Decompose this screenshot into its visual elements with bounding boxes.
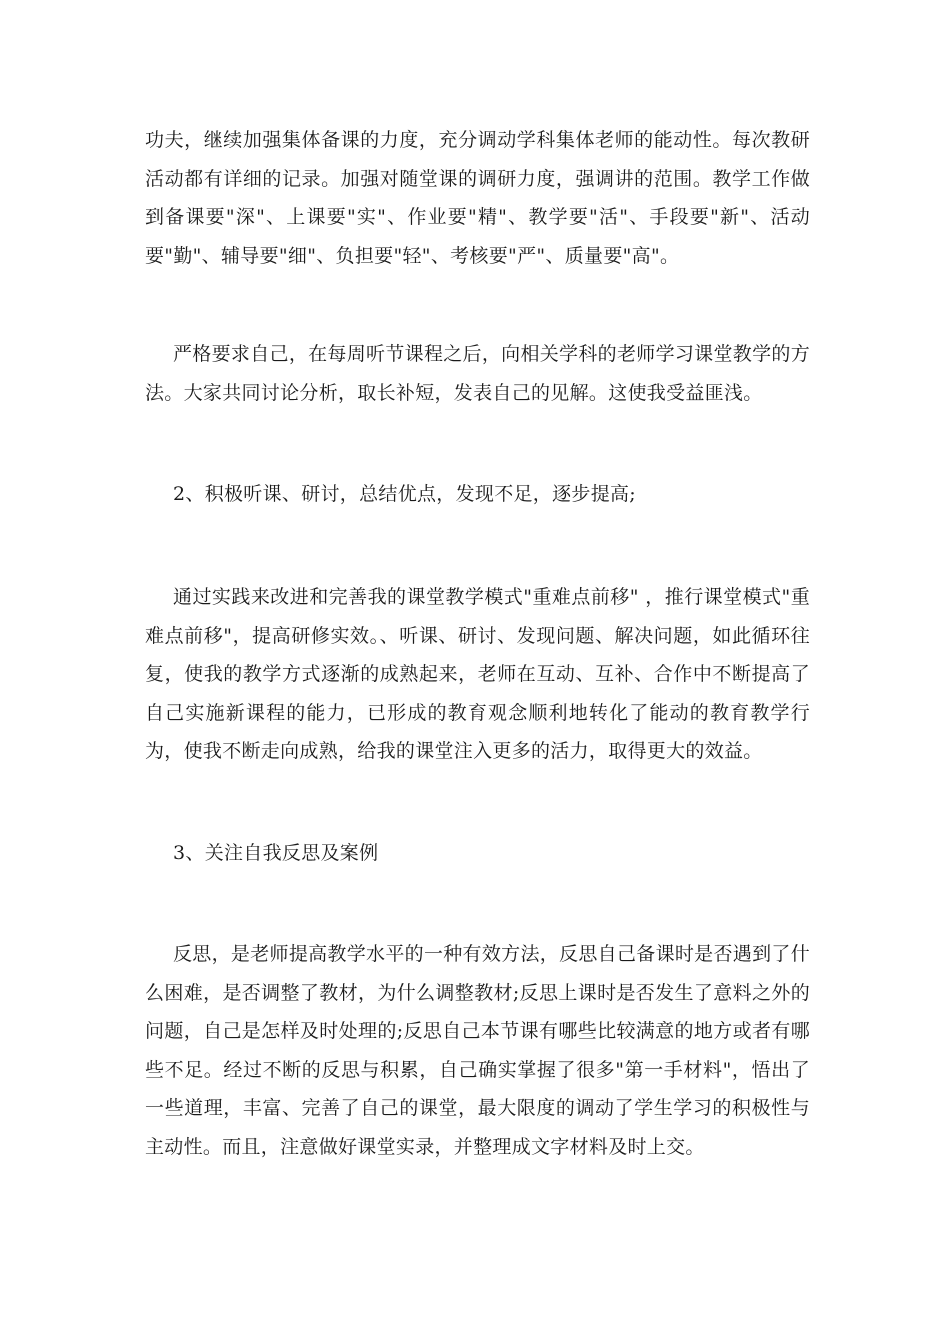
paragraph-reflection: 反思，是老师提高教学水平的一种有效方法，反思自己备课时是否遇到了什么困难，是否调整了教材，为什么调整教材;反思上课时是否发生了意料之外的问题，自己是怎样及时处理的;反思自己本节课有哪些比较满意的地方或者有哪些不足。经过不断的反思与积累，自己确实掌握了很多"第一手材料"，悟出了一些道理，丰富、完善了自己的课堂，最大限度的调动了学生学习的积极性与主动性。而且，注意做好课堂实录，并整理成文字材料及时上交。 [145, 943, 810, 1158]
section-heading-2: 2、积极听课、研讨，总结优点，发现不足，逐步提高; [173, 483, 636, 505]
paragraph-continuation: 功夫，继续加强集体备课的力度，充分调动学科集体老师的能动性。每次教研活动都有详细的记录。加强对随堂课的调研力度，强调讲的范围。教学工作做到备课要"深"、上课要"实"、作业要"精"、教学要"活"、手段要"新"、活动要"勤"、辅导要"细"、负担要"轻"、考核要"严"、质量要"高"。 [145, 129, 810, 267]
paragraph-practice: 通过实践来改进和完善我的课堂教学模式"重难点前移" ，推行课堂模式"重难点前移"，提高研修实效。、听课、研讨、发现问题、解决问题，如此循环往复，使我的教学方式逐渐的成熟起来，老师在互动、互补、合作中不断提高了自己实施新课程的能力，已形成的教育观念顺利地转化了能动的教育教学行为，使我不断走向成熟，给我的课堂注入更多的活力，取得更大的效益。 [145, 586, 810, 762]
section-heading-3: 3、关注自我反思及案例 [173, 842, 379, 864]
paragraph-self-requirement: 严格要求自己，在每周听节课程之后，向相关学科的老师学习课堂教学的方法。大家共同讨论分析，取长补短，发表自己的见解。这使我受益匪浅。 [145, 343, 810, 404]
